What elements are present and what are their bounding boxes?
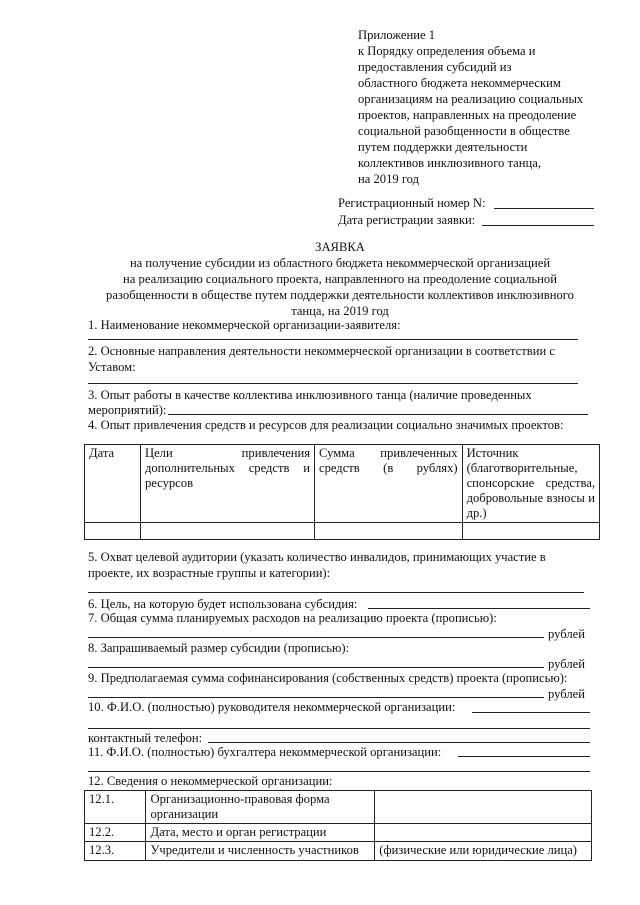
item-1-field[interactable] [88,339,578,340]
item-3-field[interactable] [168,414,588,415]
header-date: Дата [85,445,141,523]
table-row [85,523,600,540]
item-5-label: 5. Охват целевой аудитории (указать количество инвалидов, принимающих участие в [88,550,546,564]
appendix-line: предоставления субсидий из [358,60,512,74]
item-6-label: 6. Цель, на которую будет использована субсидия: [88,597,358,611]
cell-source[interactable] [462,523,599,540]
table-row [85,791,592,824]
appendix-line: на 2019 год [358,172,420,186]
document-title: ЗАЯВКА [315,240,365,254]
header-source: Источник (благотворительные, спонсорские средства, добровольные взносы и др.) [462,445,599,523]
item-8-label: 8. Запрашиваемый размер субсидии (прописью): [88,641,350,655]
item-7-label: 7. Общая сумма планируемых расходов на реализацию проекта (прописью): [88,611,497,625]
row-label: Дата, место и орган регистрации [146,824,375,842]
item-5-label-cont: проекте, их возрастные группы и категории): [88,566,331,580]
row-number: 12.1. [85,791,146,824]
title-line: танца, на 2019 год [291,304,389,318]
row-number: 12.2. [85,824,146,842]
title-line: разобщенности в обществе путем поддержки деятельности коллективов инклюзивного [106,288,574,302]
table-row [85,842,592,861]
item-1-label: 1. Наименование некоммерческой организации-заявителя: [88,318,401,332]
appendix-line: проектов, направленных на преодоление [358,108,577,122]
appendix-line: путем поддержки деятельности [358,140,528,154]
appendix-line: организациям на реализацию социальных [358,92,584,106]
item-7-unit: рублей [548,627,585,641]
funding-table [84,444,600,540]
registration-date-field[interactable] [482,225,594,226]
row-value[interactable]: (физические или юридические лица) [375,842,592,861]
row-label: Учредители и численность участников [146,842,375,861]
contact-phone-label: контактный телефон: [88,731,203,745]
item-11-field[interactable] [458,756,590,757]
header-goals: Цели привлечения дополнительных средств и ресурсов [140,445,314,523]
item-10-label: 10. Ф.И.О. (полностью) руководителя некоммерческой организации: [88,700,456,714]
item-8-field[interactable] [88,667,544,668]
table-row [85,824,592,842]
registration-number-label: Регистрационный номер N: [338,196,486,210]
appendix-line: социальной разобщенности в обществе [358,124,570,138]
item-10-field-cont[interactable] [88,728,590,729]
item-2-label-cont: Уставом: [88,360,136,374]
item-12-label: 12. Сведения о некоммерческой организации: [88,774,333,788]
item-10-field[interactable] [472,712,590,713]
row-number: 12.3. [85,842,146,861]
title-line: на получение субсидии из областного бюджета некоммерческой организацией [129,256,551,270]
row-value[interactable] [375,824,592,842]
appendix-line: к Порядку определения объема и [358,44,536,58]
title-line: на реализацию социального проекта, направленного на преодоление социальной [123,272,557,286]
item-2-field[interactable] [88,383,578,384]
item-9-unit: рублей [548,687,585,701]
org-info-table [84,790,592,861]
item-3-label-cont: мероприятий): [88,403,167,417]
item-9-field[interactable] [88,697,544,698]
header-amount: Сумма привлеченных средств (в рублях) [315,445,463,523]
registration-date-label: Дата регистрации заявки: [338,213,476,227]
item-9-label: 9. Предполагаемая сумма софинансирования (собственных средств) проекта (прописью): [88,671,568,685]
registration-number-field[interactable] [494,208,594,209]
item-11-label: 11. Ф.И.О. (полностью) бухгалтера некоммерческой организации: [88,745,442,759]
item-2-label: 2. Основные направления деятельности некоммерческой организации в соответствии с [88,344,555,358]
item-5-field[interactable] [88,592,584,593]
appendix-line: коллективов инклюзивного танца, [358,156,541,170]
item-8-unit: рублей [548,657,585,671]
row-label: Организационно-правовая форма организации [146,791,375,824]
appendix-line: Приложение 1 [358,28,436,42]
item-7-field[interactable] [88,637,544,638]
cell-goals[interactable] [140,523,314,540]
contact-phone-field[interactable] [208,742,590,743]
appendix-line: областного бюджета некоммерческим [358,76,561,90]
item-6-field[interactable] [368,608,590,609]
table-header-row [85,445,600,523]
row-value[interactable] [375,791,592,824]
cell-date[interactable] [85,523,141,540]
item-11-field-cont[interactable] [88,771,590,772]
item-4-label: 4. Опыт привлечения средств и ресурсов для реализации социально значимых проектов: [88,418,564,432]
cell-amount[interactable] [315,523,463,540]
item-3-label: 3. Опыт работы в качестве коллектива инклюзивного танца (наличие проведенных [88,388,532,402]
